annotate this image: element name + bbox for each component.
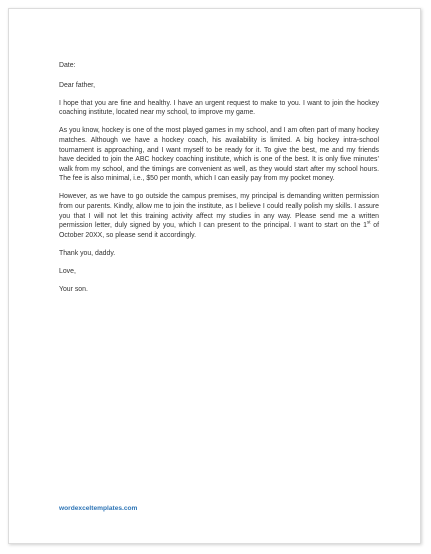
letter-body: [59, 61, 379, 303]
letter-page: [8, 8, 421, 544]
date-line: Date:: [59, 62, 76, 69]
paragraph-request-end: of October 20XX, so please send it accordingly.: [59, 222, 379, 239]
paragraph-details: As you know, hockey is one of the most played games in my school, and I am often part of many hockey matches. Although we have a hockey coach, his availability is limited. A big hockey intra-school tournament is approaching, and I want myself to be ready for it. To give the best, me and my friends have decided to join the ABC hockey coaching institute, which is one of the best. It is only five minutes’ walk from my school, and the timings are convenient as well, as they would start after my school hours. The fee is also minimal, i.e., $50 per month, which I can easily pay from my pocket money.: [59, 127, 379, 183]
closing-line: Love,: [59, 268, 76, 275]
paragraph-request: [59, 192, 379, 240]
ordinal-superscript: st: [366, 219, 371, 225]
thanks-line: Thank you, daddy.: [59, 249, 116, 257]
paragraph-request-text: However, as we have to go outside the campus premises, my principal is demanding written permission from our parents. Kindly, allow me to join the institute, as I believe I could really polish my skills. I assure you that I will not let this training activity affect my studies in any way. Please send me a written permission letter, duly signed by you, which I can present to the principal. I want to start on the 1: [59, 193, 379, 230]
website-link[interactable]: wordexceltemplates.com: [59, 505, 138, 512]
paragraph-intro: I hope that you are fine and healthy. I have an urgent request to make to you. I want to join the hockey coaching institute, located near my school, to improve my game.: [59, 99, 379, 117]
salutation: Dear father,: [59, 81, 96, 89]
signature-line: Your son.: [59, 286, 88, 294]
